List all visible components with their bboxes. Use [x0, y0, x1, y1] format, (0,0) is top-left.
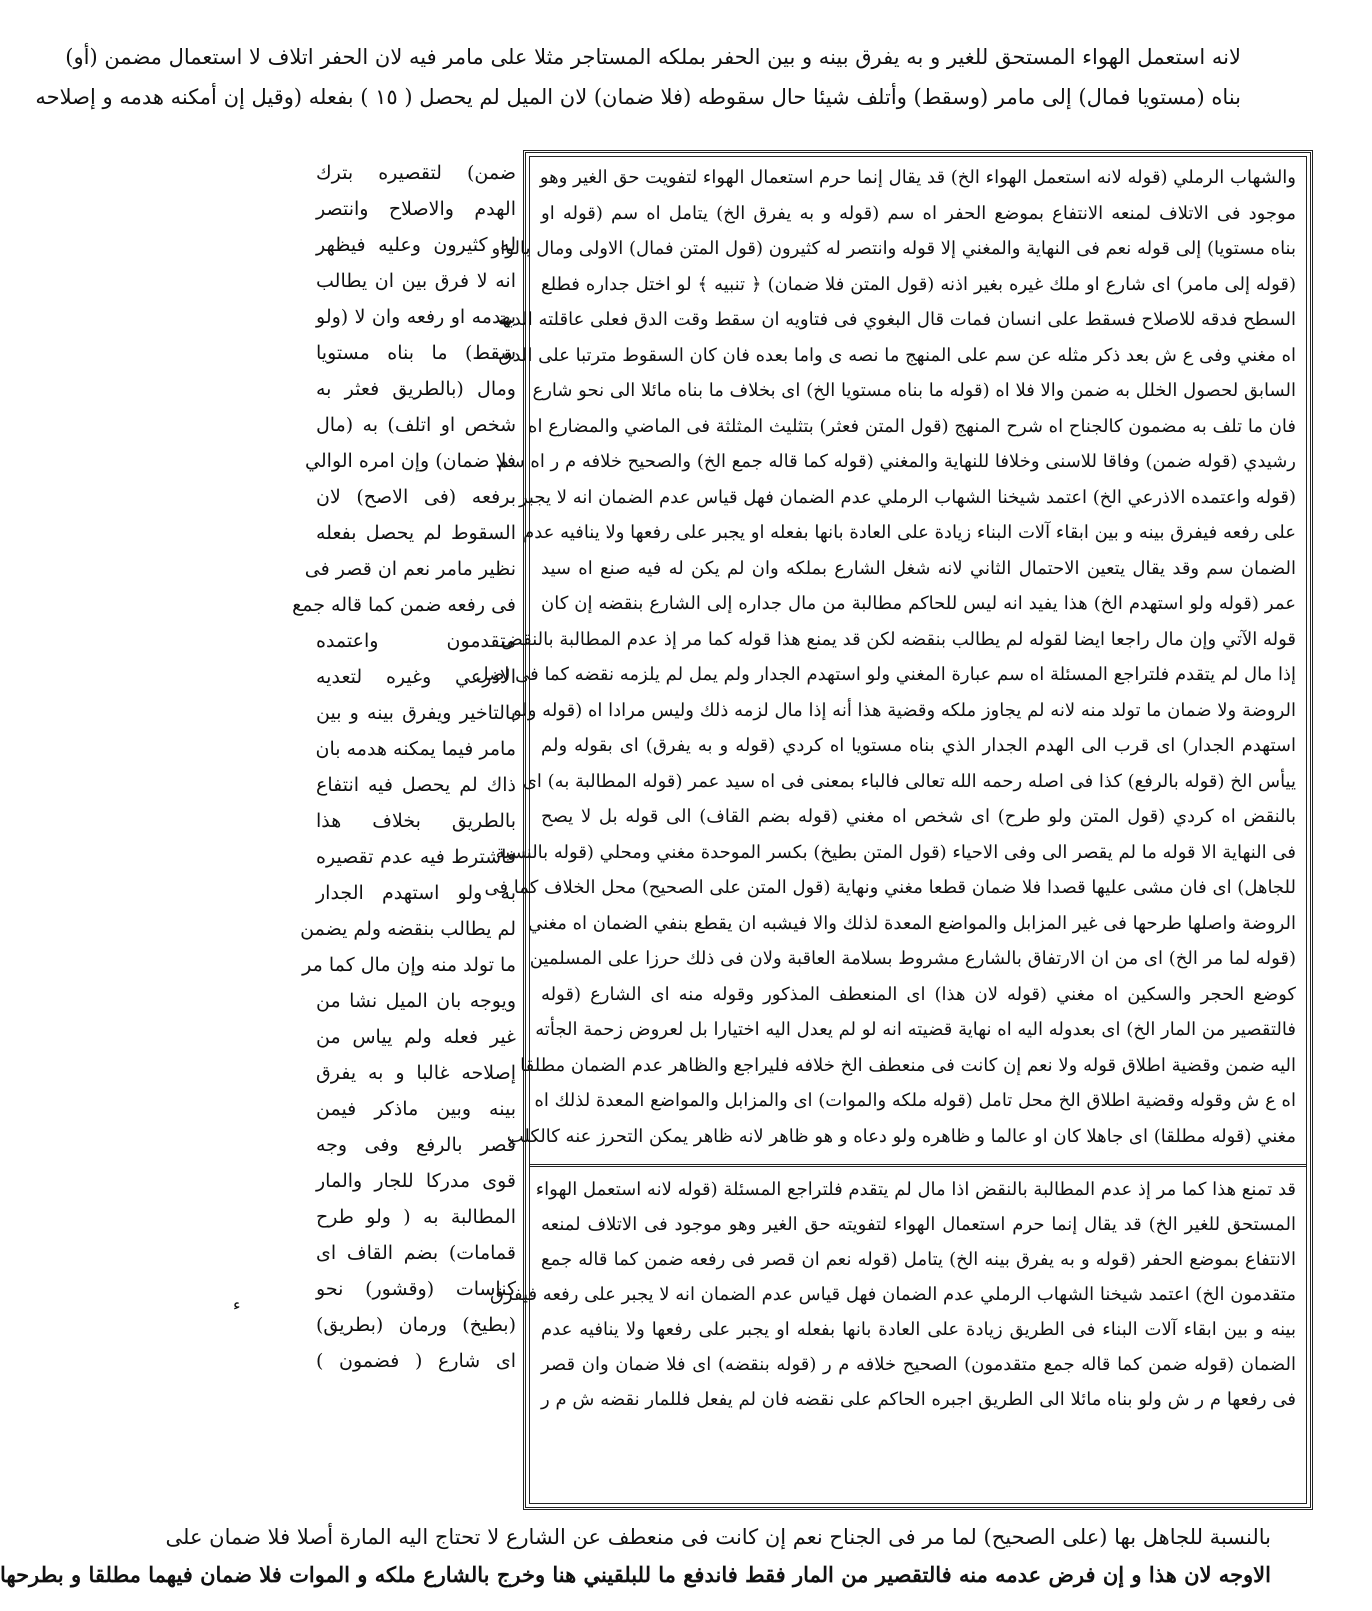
margin-line: بالطريق بخلاف هذا	[316, 810, 516, 832]
margin-line: انه لا فرق بين ان يطالب	[316, 270, 516, 292]
margin-line: بالتاخير ويفرق بينه و بين	[316, 702, 516, 724]
commentary-line: السابق لحصول الخلل به ضمن والا فلا اه (قوله ما بناه مستويا الخ) اى بخلاف ما بناه مائلا الى نحو شارع	[532, 380, 1296, 401]
margin-line: شخص او اتلف) به (مال	[316, 414, 516, 436]
margin-line: غير فعله ولم يياس من	[316, 1026, 516, 1048]
margin-line: فلا ضمان) وإن امره الوالي	[305, 450, 516, 472]
margin-line: له كثيرون وعليه فيظهر	[316, 234, 516, 256]
margin-line: ما تولد منه وإن مال كما مر	[302, 954, 516, 976]
commentary-block-lower	[490, 1172, 1296, 1417]
margin-line: فى رفعه ضمن كما قاله جمع	[292, 594, 516, 616]
margin-line: نظير مامر نعم ان قصر فى	[304, 558, 516, 580]
commentary-line: مغني (قوله مطلقا) اى جاهلا كان او عالما و ظاهره ولو دعاه و هو ظاهر لانه ظاهر يمكن التحرز عنه كالكلب	[506, 1125, 1296, 1147]
commentary-line: (قوله واعتمده الاذرعي الخ) اعتمد شيخنا الشهاب الرملي عدم الضمان فهل قياس عدم الضمان انه لا يجبر	[519, 486, 1296, 508]
edge-mark: ء	[233, 1295, 241, 1314]
margin-line: ضمن) لتقصيره بترك	[316, 162, 516, 184]
margin-line: اى شارع ( فضمون )	[316, 1350, 516, 1372]
commentary-line: فالتقصير من المار الخ) اى بعدوله اليه اه نهاية قضيته انه لو لم يعدل اليه اختيارا بل لعروض زحمة الجأته	[535, 1019, 1296, 1040]
margin-line: بهدمه او رفعه وان لا (ولو	[316, 306, 516, 328]
commentary-divider	[529, 1164, 1307, 1167]
margin-line: المطالبة به ( ولو طرح	[316, 1206, 516, 1228]
commentary-line: موجود فى الاتلاف لمنعه الانتفاع بموضع الحفر اه سم (قوله و به يفرق الخ) يتامل اه سم (قوله او	[541, 202, 1297, 224]
gloss-line: متقدمون الخ) اعتمد شيخنا الشهاب الرملي عدم الضمان فهل قياس عدم الضمان انه لا يجبر على رفعه فيفرق	[490, 1284, 1296, 1305]
commentary-line: والشهاب الرملي (قوله لانه استعمل الهواء الخ) قد يقال إنما حرم استعمال الهواء لتفويت حق الغير وهو	[539, 167, 1296, 188]
margin-line: ذاك لم يحصل فيه انتفاع	[316, 774, 516, 796]
gloss-line: الانتفاع بموضع الحفر (قوله و به يفرق بينه الخ) يتامل (قوله نعم ان قصر فى رفعه ضمن كما قاله جمع	[541, 1249, 1296, 1270]
margin-line: كناسات (وقشور) نحو	[316, 1278, 516, 1300]
margin-line: الاذرعي وغيره لتعديه	[316, 666, 516, 688]
margin-line: مامر فيما يمكنه هدمه بان	[315, 738, 516, 760]
commentary-line: استهدم الجدار) اى قرب الى الهدم الجدار الذي بناه مستويا اه كردي (قوله و به يفرق) اى بقوله ولم	[541, 735, 1296, 756]
commentary-line: الروضة ولا ضمان ما تولد منه لانه لم يجاوز ملكه وقضية هذا أنه إذا مال لزمه ذلك وليس مرادا اه (قوله ولو	[512, 699, 1296, 721]
commentary-line: فان ما تلف به مضمون كالجناح اه شرح المنهج (قول المتن فعثر) بتثليث المثلثة فى الماضي والمضارع اه	[528, 415, 1296, 437]
commentary-line: السطح فدقه للاصلاح فسقط على انسان فمات قال البغوي فى فتاويه ان سقط وقت الدق فعلى عاقلته الدية	[498, 309, 1296, 330]
commentary-line: كوضع الحجر والسكين اه مغني (قوله لان هذا) اى المنعطف المذكور وقوله منه اى الشارع (قوله	[541, 983, 1296, 1005]
margin-line: قوى مدركا للجار والمار	[316, 1170, 516, 1192]
commentary-line: (قوله إلى مامر) اى شارع او ملك غيره بغير اذنه (قول المتن فلا ضمان) ﴿ تنبيه ﴾ لو اختل جداره فطلع	[541, 273, 1296, 295]
matn-bottom-line-2: الاوجه لان هذا و إن فرض عدمه منه فالتقصير من المار فقط فاندفع ما للبلقيني هنا وخرج بالشارع ملكه و الموات فلا ضمان فيهما مطلقا و بطرحها	[0, 1562, 1271, 1587]
gloss-line: الضمان (قوله ضمن كما قاله جمع متقدمون) الصحيح خلافه م ر (قوله بنقضه) اى فلا ضمان وان قصر	[541, 1354, 1296, 1375]
commentary-line: اه مغني وفى ع ش بعد ذكر مثله عن سم على المنهج ما نصه ى واما بعده فان كان السقوط مترتبا على الدق	[498, 344, 1296, 366]
commentary-line: الروضة واصلها طرحها فى غير المزابل والمواضع المعدة لذلك والا فيشبه ان يقطع بنفي الضمان اه مغني	[528, 912, 1296, 934]
commentary-line: قوله الآتي وإن مال راجعا ايضا لقوله لم يطالب بنقضه لكن قد يمنع هذا قوله كما مر إذ عدم المطالبة بالنقض	[501, 628, 1296, 650]
commentary-line: اه ع ش وقوله وقضية اطلاق الخ محل تامل (قوله ملكه والموات) اى والمزابل والمواضع المعدة لذلك اه	[534, 1090, 1296, 1111]
gloss-line: المستحق للغير الخ) قد يقال إنما حرم استعمال الهواء لتفويته حق الغير وهو موجود فى الاتلاف لمنعه	[541, 1214, 1296, 1235]
margin-line: قصر بالرفع وفى وجه	[316, 1134, 516, 1156]
commentary-line: إذا مال لم يتقدم فلتراجع المسئلة اه سم عبارة المغني ولو استهدم الجدار ولم يمل لم يلزمه نقضه كما فى اصل	[475, 664, 1296, 685]
margin-line: (بطيخ) ورمان (بطريق)	[316, 1314, 516, 1336]
margin-line: إصلاحه غالبا و به يفرق	[316, 1062, 516, 1084]
gloss-line: قد تمنع هذا كما مر إذ عدم المطالبة بالنقض اذا مال لم يتقدم فلتراجع المسئلة (قوله لانه استعمل الهواء	[535, 1179, 1296, 1200]
margin-line: به ولو استهدم الجدار	[316, 882, 516, 904]
margin-line: بينه وبين ماذكر فيمن	[316, 1098, 516, 1120]
matn-bottom-line-1: بالنسبة للجاهل بها (على الصحيح) لما مر فى الجناح نعم إن كانت فى منعطف عن الشارع لا تحتاج اليه المارة أصلا فلا ضمان على	[165, 1525, 1271, 1549]
margin-line: ويوجه بان الميل نشا من	[316, 990, 516, 1012]
margin-line: الهدم والاصلاح وانتصر	[316, 198, 516, 220]
commentary-line: اليه ضمن وقضية اطلاق قوله ولا نعم إن كانت فى منعطف الخ خلافه فليراجع والظاهر عدم الضمان مطلقا	[520, 1054, 1296, 1076]
matn-line-1: لانه استعمل الهواء المستحق للغير و به يفرق بينه و بين الحفر بملكه المستاجر مثلا على مامر فيه لان الحفر اتلاف لا استعمال مضمن (أو)	[65, 45, 1241, 69]
gloss-line: فى رفعها م ر ش ولو بناه مائلا الى الطريق اجبره الحاكم على نقضه فان لم يفعل فللمار نقضه ش م ر	[541, 1389, 1296, 1410]
margin-line: ومال (بالطريق فعثر به	[316, 378, 516, 400]
margin-line: فاشترط فيه عدم تقصيره	[316, 846, 516, 868]
matn-line-2: بناه (مستويا فمال) إلى مامر (وسقط) وأتلف شيئا حال سقوطه (فلا ضمان) لان الميل لم يحصل ( ١٥ ) بفعله (وقيل إن أمكنه هدمه و إصلاحه	[35, 85, 1241, 109]
gloss-line: بينه و بين ابقاء آلات البناء فى الطريق زيادة على العادة بانها بفعله او يجبر على رفعها ولا ينافيه عدم	[541, 1319, 1296, 1340]
commentary-line: فى النهاية الا قوله ما لم يقصر الى وفى الاحياء (قول المتن بطيخ) بكسر الموحدة مغني ومحلي (قوله بالنسبة	[495, 841, 1296, 863]
margin-line: سقط) ما بناه مستويا	[316, 342, 516, 364]
commentary-line: للجاهل) اى فان مشى عليها قصدا فلا ضمان قطعا مغني ونهاية (قول المتن على الصحيح) محل الخلاف كما فى	[484, 877, 1296, 898]
commentary-line: عمر (قوله ولو استهدم الخ) هذا يفيد انه ليس للحاكم مطالبة من مال جداره إلى الشارع بنقضه إن كان	[541, 593, 1296, 614]
commentary-line: على رفعه فيفرق بينه و بين ابقاء آلات البناء زيادة على العادة بانها بفعله او يجبر على رفعها ولا ينافيه عدم	[523, 522, 1296, 543]
commentary-line: بناه مستويا) إلى قوله نعم فى النهاية والمغني إلا قوله وانتصر له كثيرون (قول المتن فمال) الاولى ومال بالواو	[491, 238, 1296, 259]
matn-margin-column	[292, 155, 516, 1379]
commentary-block-upper	[475, 160, 1297, 1154]
margin-line: السقوط لم يحصل بفعله	[316, 522, 516, 544]
commentary-line: بالنقض اه كردي (قول المتن ولو طرح) اى شخص اه مغني (قوله بضم القاف) الى قوله بل لا يصح	[541, 806, 1296, 827]
margin-line: قمامات) بضم القاف اى	[316, 1242, 516, 1264]
margin-line: برفعه (فى الاصح) لان	[316, 486, 516, 508]
commentary-line: ييأس الخ (قوله بالرفع) كذا فى اصله رحمه الله تعالى فالباء بمعنى فى اه سيد عمر (قوله المطالبة به) اى	[522, 770, 1296, 792]
commentary-line: الضمان سم وقد يقال يتعين الاحتمال الثاني لانه شغل الشارع بملكه وان لم يكن له فيه صنع اه سيد	[541, 557, 1296, 579]
margin-line: لم يطالب بنقضه ولم يضمن	[300, 918, 516, 940]
margin-line: متقدمون واعتمده	[316, 630, 516, 652]
commentary-line: (قوله لما مر الخ) اى من ان الارتفاق بالشارع مشروط بسلامة العاقبة ولان فى ذلك حرزا على المسلمين	[529, 948, 1296, 969]
commentary-line: رشيدي (قوله ضمن) وفاقا للاسنى وخلافا للنهاية والمغني (قوله كما قاله جمع الخ) والصحيح خلافه م ر اه سم	[497, 451, 1296, 472]
